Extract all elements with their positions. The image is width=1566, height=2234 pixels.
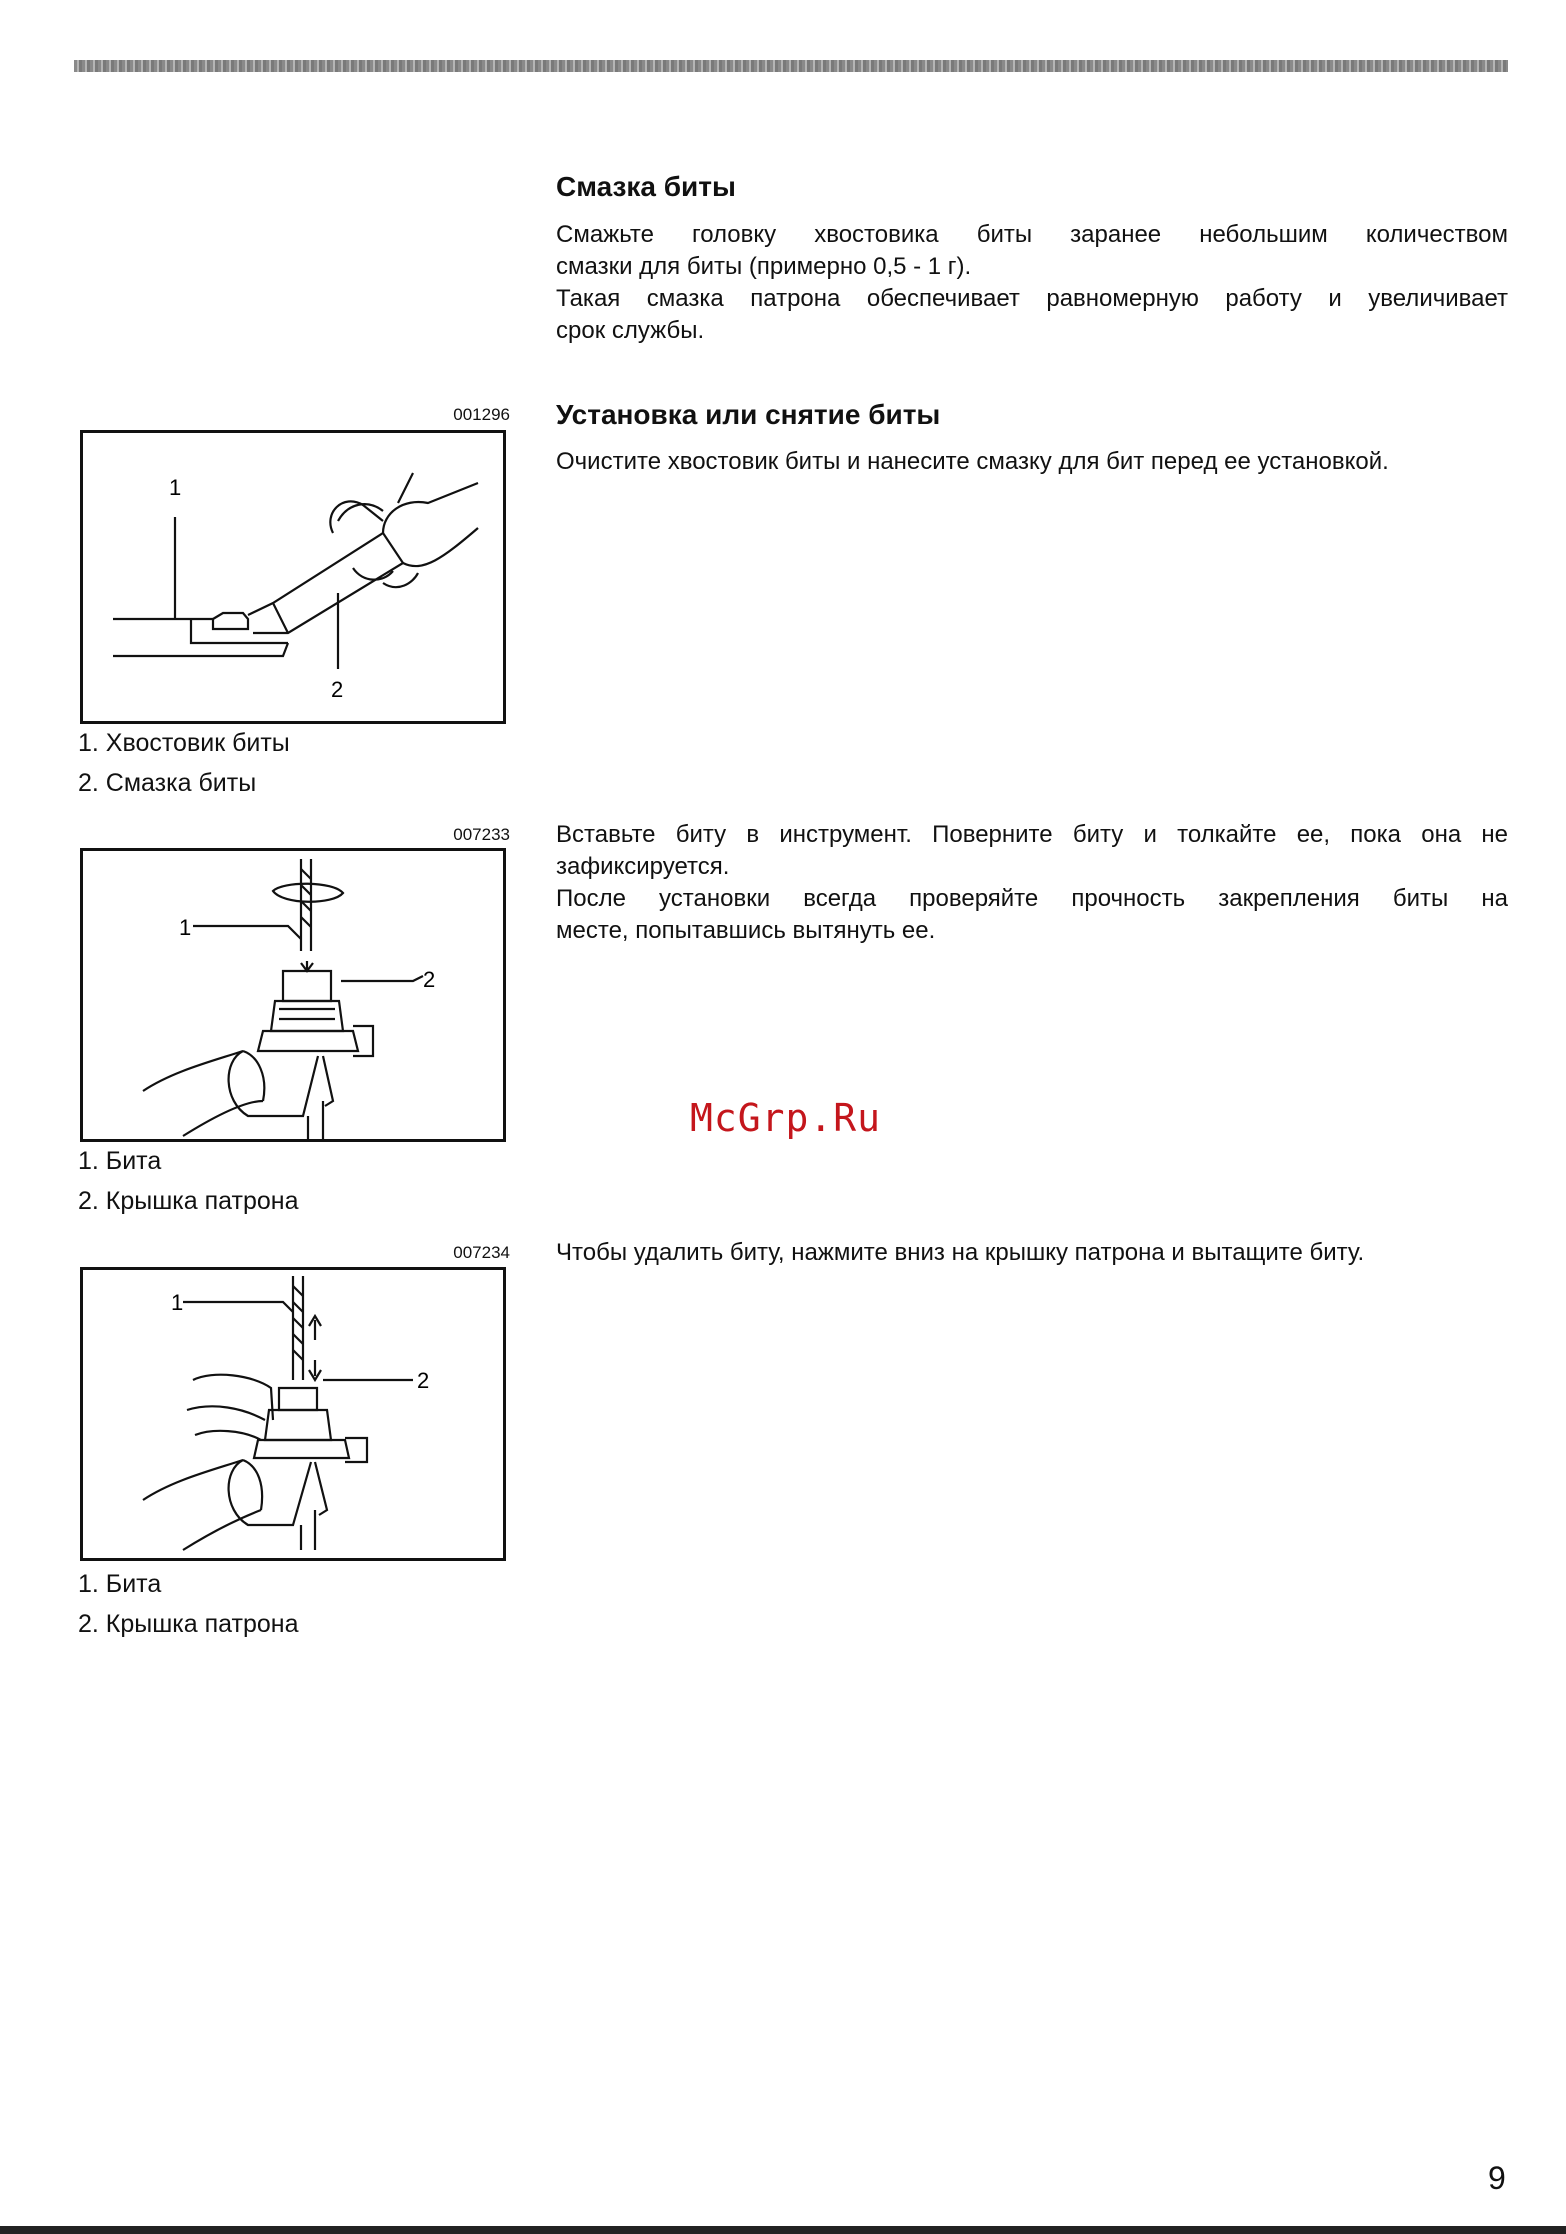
- header-rule: [74, 60, 1508, 72]
- text-line: смазки для биты (примерно 0,5 - 1 г).: [556, 253, 972, 280]
- text-line: Такая смазка патрона обеспечивает равномерную работу и увеличивает: [556, 285, 1508, 312]
- drill-chuck-insert-illustration: [83, 851, 503, 1139]
- text-line: месте, попытавшись вытянуть ее.: [556, 917, 936, 944]
- page-number: 9: [1488, 2160, 1506, 2196]
- footer-rule: [0, 2226, 1566, 2234]
- caption-item: 2. Смазка биты: [78, 769, 257, 797]
- text-line: срок службы.: [556, 317, 705, 344]
- figure-caption-list: [78, 723, 290, 803]
- callout-2: 2: [423, 967, 436, 992]
- figure-code: 001296: [453, 405, 510, 424]
- caption-item: 1. Бита: [78, 1570, 162, 1598]
- section-heading-bit-lubrication: Смазка биты: [556, 171, 736, 202]
- section-heading-install-remove: Установка или снятие биты: [556, 399, 941, 430]
- text-line: После установки всегда проверяйте прочность закрепления биты на: [556, 885, 1508, 912]
- caption-item: 1. Хвостовик биты: [78, 729, 290, 757]
- drill-chuck-remove-illustration: [83, 1270, 503, 1558]
- figure-insert-bit: [80, 848, 506, 1142]
- callout-2: 2: [417, 1368, 430, 1393]
- figure-caption-list: [78, 1564, 298, 1644]
- paragraph-bit-lubrication: [556, 219, 1508, 347]
- watermark: McGrp.Ru: [690, 1096, 882, 1140]
- figure-bit-grease: [80, 430, 506, 724]
- grease-tube-illustration: [83, 433, 503, 721]
- text-line: Смажьте головку хвостовика биты заранее небольшим количеством: [556, 221, 1508, 248]
- callout-2: 2: [331, 677, 344, 702]
- text-line: Вставьте биту в инструмент. Поверните биту и толкайте ее, пока она не: [556, 821, 1508, 848]
- figure-remove-bit: [80, 1267, 506, 1561]
- caption-item: 1. Бита: [78, 1147, 162, 1175]
- callout-1: 1: [169, 475, 182, 500]
- paragraph-insert-bit: [556, 819, 1508, 947]
- paragraph-remove-bit: Чтобы удалить биту, нажмите вниз на крышку патрона и вытащите биту.: [556, 1239, 1365, 1266]
- paragraph-clean-shank: Очистите хвостовик биты и нанесите смазку для бит перед ее установкой.: [556, 448, 1389, 475]
- figure-code: 007234: [453, 1243, 510, 1262]
- figure-code: 007233: [453, 825, 510, 844]
- caption-item: 2. Крышка патрона: [78, 1187, 299, 1215]
- caption-item: 2. Крышка патрона: [78, 1610, 299, 1638]
- text-line: зафиксируется.: [556, 853, 730, 880]
- callout-1: 1: [179, 915, 192, 940]
- callout-1: 1: [171, 1290, 184, 1315]
- figure-caption-list: [78, 1141, 298, 1221]
